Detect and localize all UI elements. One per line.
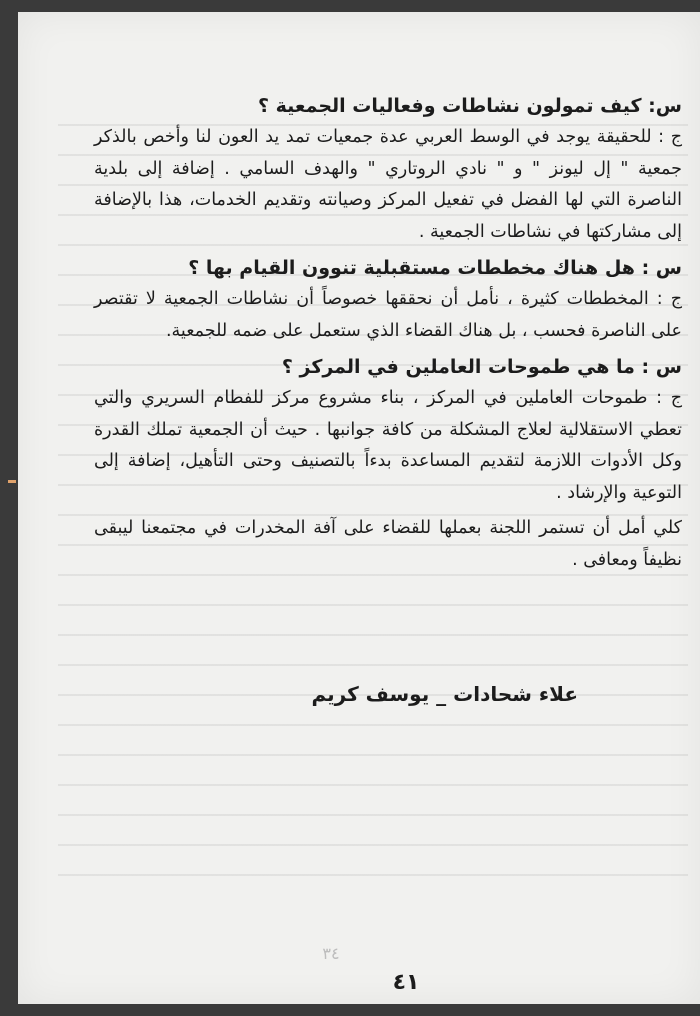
book-page: [18, 12, 700, 1004]
question-staff-ambitions: س : ما هي طموحات العاملين في المركز ؟: [281, 356, 682, 378]
closing-statement: كلي أمل أن تستمر اللجنة بعملها للقضاء على آفة المخدرات في مجتمعنا ليبقى نظيفاً ومعافى .: [94, 518, 682, 570]
interview-body: [94, 90, 682, 576]
author-byline: علاء شحادات _ يوسف كريم: [311, 682, 578, 706]
question-funding: س: كيف تمولون نشاطات وفعاليات الجمعية ؟: [257, 95, 682, 117]
bleed-page-number: ٣٤: [322, 944, 340, 963]
question-future-plans: س : هل هناك مخططات مستقبلية تنوون القيام بها ؟: [188, 257, 682, 279]
answer-funding: ج : للحقيقة يوجد في الوسط العربي عدة جمعيات تمد يد العون لنا وأخص بالذكر جمعية " إل ليونز " و " نادي الروتاري " والهدف السامي . إضافة إلى بلدية الناصرة التي لها الفضل في تفعيل المركز وصيانته وتقديم الخدمات، هذا بالإضافة إلى مشاركتها في نشاطات الجمعية .: [94, 127, 682, 242]
page-number: ٤١: [392, 970, 420, 995]
margin-mark: [8, 480, 16, 483]
answer-future-plans: ج : المخططات كثيرة ، نأمل أن نحققها خصوصاً أن نشاطات الجمعية لا تقتصر على الناصرة فحسب ، بل هناك القضاء الذي ستعمل على ضمه للجمعية.: [94, 289, 682, 341]
answer-staff-ambitions: ج : طموحات العاملين في المركز ، بناء مشروع مركز للفطام السريري والتي تعطي الاستقلالية لعلاج المشكلة من كافة جوانبها . حيث أن الجمعية تملك القدرة وكل الأدوات اللازمة لتقديم المساعدة بدءاً بالتصنيف وحتى التأهيل، إضافة إلى التوعية والإرشاد .: [94, 388, 682, 503]
